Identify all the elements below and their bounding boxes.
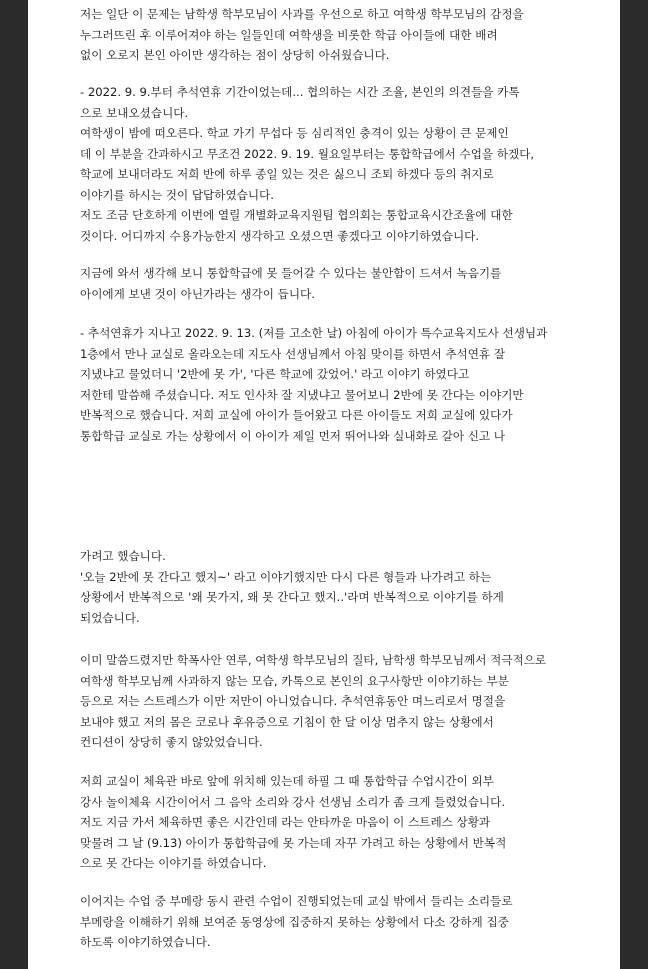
text-line: 하도록 이야기하였습니다.	[80, 935, 211, 949]
text-line: 통합학급 교실로 가는 상황에서 이 아이가 제일 먼저 뛰어나와 실내화로 갈아 신고 나	[80, 428, 506, 443]
text-line: 되었습니다.	[80, 610, 140, 625]
text-line: 학교에 보내더라도 저희 반에 하루 종일 있는 것은 싫으니 조퇴 하겠다 등의 취지로	[80, 167, 494, 181]
paragraph	[80, 891, 620, 953]
text-line: 으로 못 간다는 이야기를 하였습니다.	[80, 856, 267, 870]
paragraph	[80, 546, 620, 628]
text-line: 여학생 학부모님께 사과하지 않는 모습, 카톡으로 본인의 요구사항만 이야기하는 부분	[80, 673, 509, 688]
document-page	[28, 0, 620, 969]
text-line: 누그러뜨린 후 이루어져야 하는 일들인데 여학생을 비롯한 학급 아이들에 대한 배려	[80, 27, 498, 42]
text-line: 지냈냐고 물었더니 '2반에 못 가', '다른 학교에 갔었어.' 라고 이야기 하였다고	[80, 367, 470, 381]
text-line: 등으로 저는 스트레스가 이만 저만이 아니었습니다. 추석연휴동안 며느리로서 명절을	[80, 694, 506, 708]
text-line: 아이에게 보낸 것이 아닌가라는 생각이 듭니다.	[80, 286, 315, 301]
text-line: - 추석연휴가 지나고 2022. 9. 13. (저를 고소한 날) 아침에 아이가 특수교육지도사 선생님과	[80, 326, 548, 340]
text-line: 저도 지금 가서 체육하면 좋은 시간인데 라는 안타까운 마음이 이 스트레스 상황과	[80, 815, 491, 829]
text-line: 반복적으로 했습니다. 저희 교실에 아이가 들어왔고 다른 아이들도 저희 교실에 있다가	[80, 408, 513, 422]
text-line: 이어지는 수업 중 부메랑 동시 관련 수업이 진행되었는데 교실 밖에서 들리는 소리들로	[80, 894, 513, 908]
text-line: - 2022. 9. 9.부터 추석연휴 기간이었는데... 협의하는 시간 조율, 본인의 의견들을 카톡	[80, 85, 520, 99]
text-line: 저는 일단 이 문제는 남학생 학부모님이 사과를 우선으로 하고 여학생 학부모님의 감정을	[80, 7, 524, 21]
text-line: 맞물려 그 날 (9.13) 아이가 통합학급에 못 가는데 자꾸 가려고 하는 상황에서 반복적	[80, 835, 507, 850]
text-line: 으로 보내오셨습니다.	[80, 105, 189, 120]
paragraph	[80, 82, 620, 246]
text-line: 보내야 했고 저의 몸은 코로나 후유증으로 기침이 한 달 이상 멈추지 않는 상황에서	[80, 714, 494, 729]
text-line: 저희 교실이 체육관 바로 앞에 위치해 있는데 하필 그 때 통합학급 수업시간이 외부	[80, 774, 494, 788]
text-line: 부메랑을 이해하기 위해 보여준 동영상에 집중하지 못하는 상황에서 다소 강하게 집중	[80, 914, 509, 929]
text-line: 것이다. 어디까지 수용가능한지 생각하고 오셨으면 좋겠다고 이야기하였습니다.	[80, 228, 480, 243]
text-line: 1층에서 만나 교실로 올라오는데 지도사 선생님께서 아침 맞이를 하면서 추석연휴 잘	[80, 346, 506, 361]
text-line: 이야기를 하시는 것이 답답하였습니다.	[80, 187, 274, 202]
paragraph	[80, 263, 620, 304]
text-line: 상황에서 반복적으로 '왜 못가지, 왜 못 간다고 했지..'라며 반복적으로 이야기를 하게	[80, 590, 504, 604]
text-line: '오늘 2반에 못 간다고 했지~' 라고 이야기했지만 다시 다른 형들과 나가려고 하는	[80, 569, 492, 584]
text-line: 저한테 말씀해 주셨습니다. 저도 인사차 잘 지냈냐고 물어보니 2반에 못 간다는 이야기만	[80, 387, 524, 402]
text-line: 컨디션이 상당히 좋지 않았었습니다.	[80, 735, 263, 749]
paragraph	[80, 4, 620, 66]
paragraph	[80, 771, 620, 874]
text-line: 데 이 부분을 간과하시고 무조건 2022. 9. 19. 월요일부터는 통합학급에서 수업을 하겠다,	[80, 146, 535, 161]
text-line: 이미 말씀드렸지만 학폭사안 연루, 여학생 학부모님의 질타, 남학생 학부모님께서 적극적으로	[80, 653, 547, 667]
text-line: 여학생이 밤에 떠오른다. 학교 가기 무섭다 등 심리적인 충격이 있는 상황이 큰 문제인	[80, 126, 509, 140]
text-line: 없이 오로지 본인 아이만 생각하는 점이 상당히 아쉬웠습니다.	[80, 48, 390, 62]
text-line: 저도 조금 단호하게 이번에 열릴 개별화교육지원팀 협의회는 통합교육시간조율에 대한	[80, 208, 513, 222]
text-line: 지금에 와서 생각해 보니 통합학급에 못 들어갈 수 있다는 불안함이 드셔서 녹음기를	[80, 266, 502, 280]
text-line: 가려고 했습니다.	[80, 549, 166, 563]
paragraph	[80, 650, 620, 753]
text-line: 강사 놀이체육 시간이어서 그 음악 소리와 강사 선생님 소리가 좀 크게 들렸었습니다.	[80, 794, 506, 809]
paragraph	[80, 323, 620, 446]
